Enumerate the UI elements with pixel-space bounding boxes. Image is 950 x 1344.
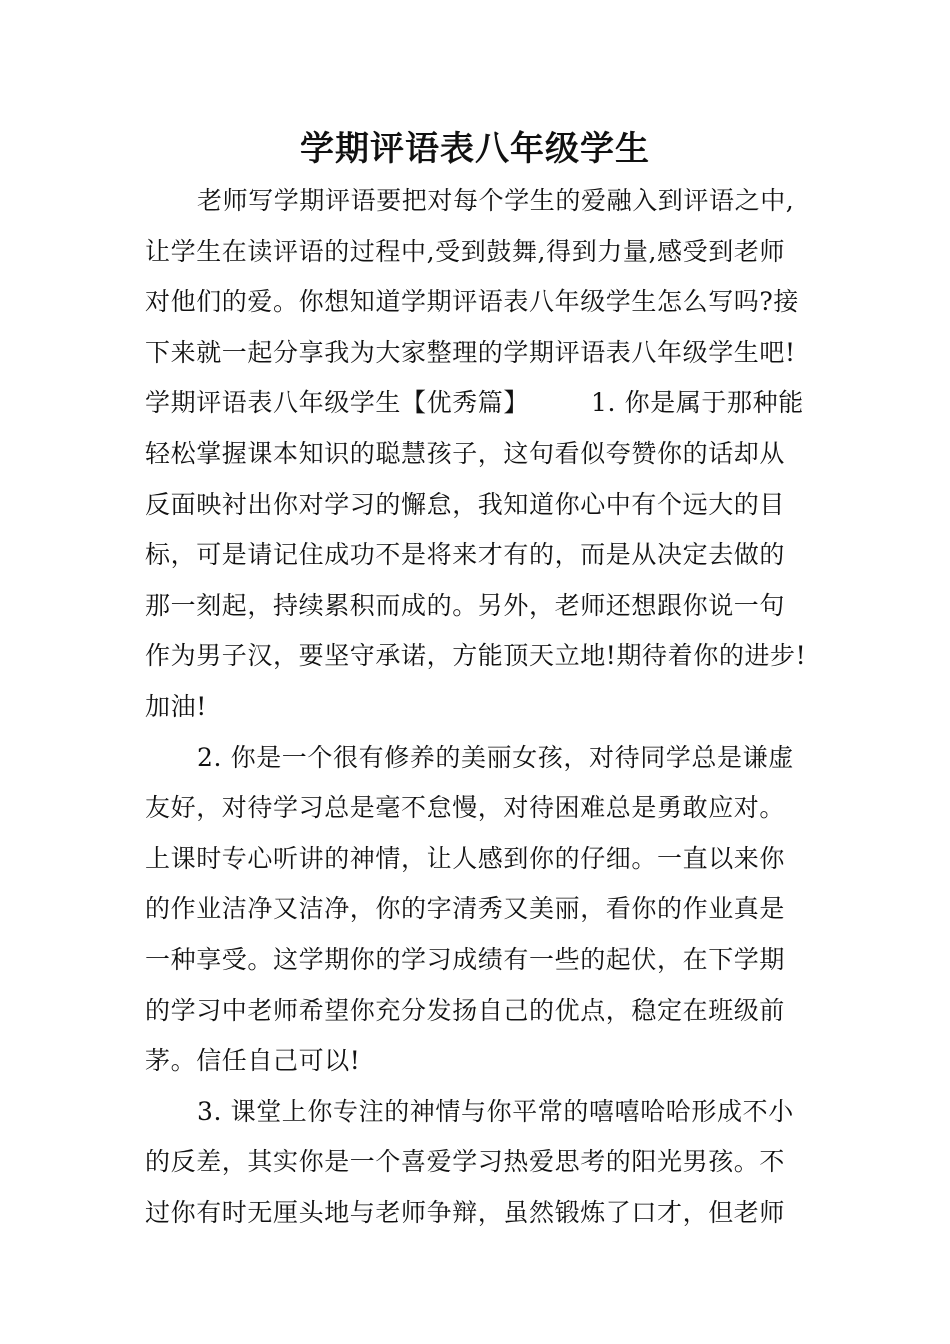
paragraph-line: [145, 1137, 810, 1188]
line-text: 对他们的爱。你想知道学期评语表八年级学生怎么写吗?接: [145, 287, 800, 317]
paragraph-line: [145, 1036, 810, 1087]
paragraph-line: [145, 530, 810, 581]
line-text: 的学习中老师希望你充分发扬自己的优点，稳定在班级前: [145, 995, 786, 1025]
paragraph-line: [145, 378, 810, 429]
line-text: 的作业洁净又洁净，你的字清秀又美丽，看你的作业真是: [145, 894, 786, 924]
paragraph-line: [145, 935, 810, 986]
document-body: [145, 176, 810, 1238]
paragraph-line: [145, 1087, 810, 1138]
line-text: 老师写学期评语要把对每个学生的爱融入到评语之中,: [197, 186, 795, 215]
line-text: 作为男子汉，要坚守承诺，方能顶天立地!期待着你的进步!: [145, 641, 807, 671]
line-text: 1. 你是属于那种能: [591, 388, 804, 418]
paragraph-line: [145, 631, 810, 682]
line-text: 上课时专心听讲的神情，让人感到你的仔细。一直以来你: [145, 843, 786, 873]
paragraph-line: [145, 227, 810, 278]
line-text: 下来就一起分享我为大家整理的学期评语表八年级学生吧!: [145, 337, 796, 367]
paragraph-line: [145, 429, 810, 480]
line-text: 的反差，其实你是一个喜爱学习热爱思考的阳光男孩。不: [145, 1147, 786, 1177]
line-text: 标，可是请记住成功不是将来才有的，而是从决定去做的: [145, 540, 786, 570]
paragraph-line: [145, 783, 810, 834]
paragraph-line: [145, 277, 810, 328]
line-text: 轻松掌握课本知识的聪慧孩子，这句看似夸赞你的话却从: [145, 438, 786, 468]
line-text: 一种享受。这学期你的学习成绩有一些的起伏，在下学期: [145, 944, 786, 974]
line-text: 友好，对待学习总是毫不怠慢，对待困难总是勇敢应对。: [145, 793, 786, 823]
line-text: 反面映衬出你对学习的懈怠，我知道你心中有个远大的目: [145, 489, 786, 519]
paragraph-line: [145, 884, 810, 935]
line-text: 茅。信任自己可以!: [145, 1046, 361, 1076]
document-title: 学期评语表八年级学生: [300, 129, 650, 169]
paragraph-line: [145, 834, 810, 885]
paragraph-line: [145, 480, 810, 531]
line-text: 加油!: [145, 691, 207, 721]
paragraph-line: [145, 581, 810, 632]
section-heading: 学期评语表八年级学生【优秀篇】: [145, 388, 530, 418]
line-text: 2. 你是一个很有修养的美丽女孩，对待同学总是谦虚: [197, 742, 794, 772]
line-text: 3. 课堂上你专注的神情与你平常的嘻嘻哈哈形成不小: [197, 1096, 794, 1126]
paragraph-line: [145, 733, 810, 784]
paragraph-line: [145, 986, 810, 1037]
line-text: 过你有时无厘头地与老师争辩，虽然锻炼了口才，但老师: [145, 1197, 786, 1227]
paragraph-line: [145, 1188, 810, 1239]
paragraph-line: [145, 328, 810, 379]
line-text: 让学生在读评语的过程中,受到鼓舞,得到力量,感受到老师: [145, 236, 786, 266]
paragraph-line: [145, 682, 810, 733]
paragraph-line: [145, 176, 810, 227]
line-text: 那一刻起，持续累积而成的。另外，老师还想跟你说一句: [145, 590, 786, 620]
